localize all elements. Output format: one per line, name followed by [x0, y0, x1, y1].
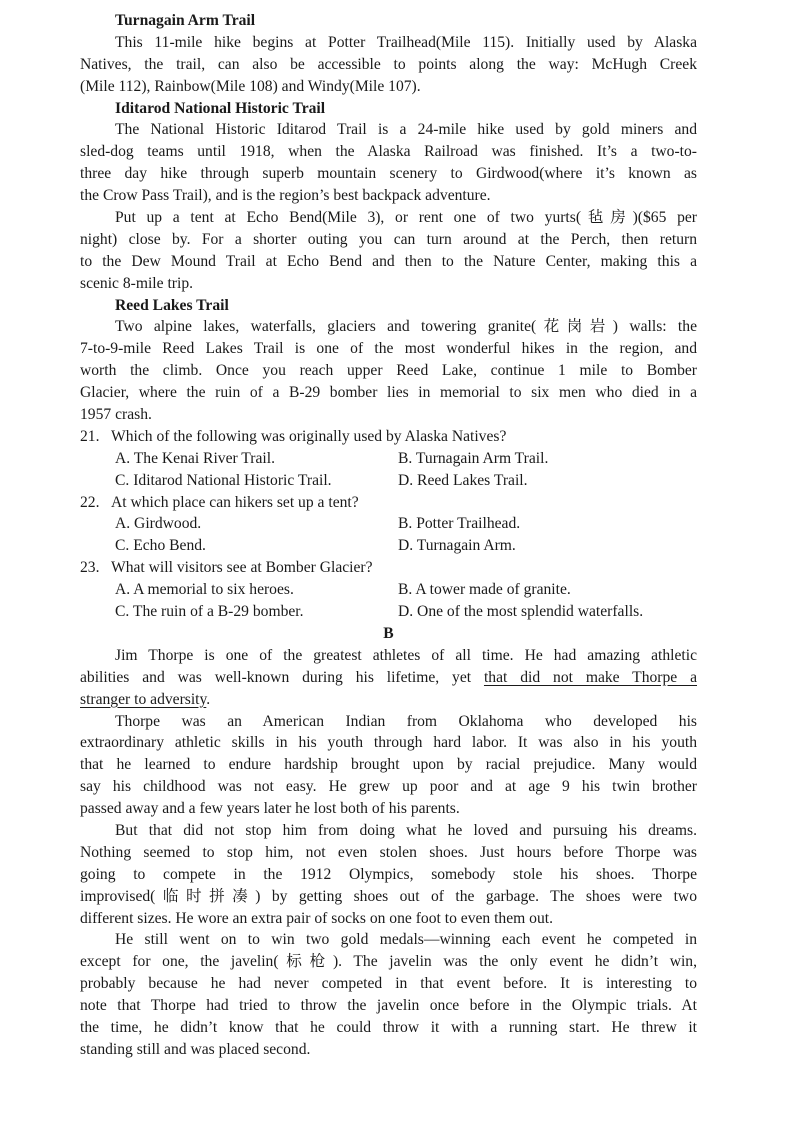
paragraph-line: say his childhood was not easy. He grew up poor and at age 9 his twin brother — [80, 778, 697, 796]
paragraph-line: standing still and was placed second. — [80, 1040, 311, 1058]
paragraph-line: (Mile 112), Rainbow(Mile 108) and Windy(Mile 107). — [80, 77, 421, 95]
text-segment: abilities and was well-known during his lifetime, yet — [80, 668, 484, 686]
answer-option: B. Turnagain Arm Trail. — [398, 449, 549, 467]
question-stem — [80, 426, 697, 448]
answer-option: C. Iditarod National Historic Trail. — [115, 471, 332, 489]
options-row — [80, 535, 697, 557]
question — [80, 426, 697, 492]
question-text: At which place can hikers set up a tent? — [111, 493, 359, 511]
question-number: 21. — [80, 427, 100, 445]
answer-option: B. A tower made of granite. — [398, 581, 571, 599]
paragraph — [80, 820, 697, 929]
paragraph-line: Thorpe was an American Indian from Oklahoma who developed his — [115, 712, 697, 730]
paragraph — [80, 711, 697, 820]
paragraph — [80, 929, 697, 1060]
options-row — [80, 579, 697, 601]
underlined-text: that did not make Thorpe a — [483, 668, 697, 686]
document-page — [80, 10, 697, 1061]
answer-option: C. Echo Bend. — [115, 537, 206, 555]
section-heading: Reed Lakes Trail — [115, 296, 229, 314]
options-row — [80, 470, 697, 492]
question — [80, 492, 697, 558]
paragraph-line: Nothing seemed to stop him, not even stolen shoes. Just hours before Thorpe was — [80, 843, 697, 861]
paragraph — [80, 645, 697, 711]
paragraph — [80, 316, 697, 425]
question-stem — [80, 492, 697, 514]
section-heading: Turnagain Arm Trail — [115, 12, 256, 29]
underlined-text: stranger to adversity — [80, 690, 207, 708]
paragraph-line: improvised(临时拼凑) by getting shoes out of the garbage. The shoes were two — [80, 887, 697, 905]
text-segment: . — [206, 690, 211, 708]
question-number: 23. — [80, 559, 100, 577]
paragraph-line: He still went on to win two gold medals—winning each event he competed in — [115, 931, 697, 949]
answer-option: D. One of the most splendid waterfalls. — [398, 603, 644, 621]
paragraph-line: 1957 crash. — [80, 406, 152, 424]
options-row — [80, 513, 697, 535]
question-text: Which of the following was originally used by Alaska Natives? — [111, 427, 507, 445]
answer-option: A. Girdwood. — [115, 515, 202, 533]
answer-option: D. Reed Lakes Trail. — [398, 471, 528, 489]
paragraph-line: 7-to-9-mile Reed Lakes Trail is one of the most wonderful hikes in the region, and — [80, 340, 697, 358]
paragraph-line: except for one, the javelin(标枪). The javelin was the only event he didn’t win, — [80, 953, 697, 971]
paragraph-line: night) close by. For a shorter outing you can turn around at the Perch, then return — [80, 230, 697, 248]
paragraph-line: going to compete in the 1912 Olympics, somebody stole his shoes. Thorpe — [80, 865, 697, 883]
paragraph-line: Glacier, where the ruin of a B-29 bomber lies in memorial to six men who died in a — [80, 384, 697, 402]
paragraph-line: three day hike through superb mountain scenery to Girdwood(where it’s known as — [80, 165, 697, 183]
paragraph-line: scenic 8-mile trip. — [80, 274, 194, 292]
paragraph-line: Put up a tent at Echo Bend(Mile 3), or rent one of two yurts(毡房)($65 per — [115, 209, 697, 227]
paragraph-line: different sizes. He wore an extra pair of socks on one foot to even them out. — [80, 909, 554, 927]
paragraph-line: This 11-mile hike begins at Potter Trailhead(Mile 115). Initially used by Alaska — [115, 33, 697, 51]
options-row — [80, 448, 697, 470]
paragraph-line: to the Dew Mound Trail at Echo Bend and then to the Nature Center, making this a — [80, 252, 697, 270]
question-stem — [80, 557, 697, 579]
section-heading: Iditarod National Historic Trail — [115, 99, 326, 117]
paragraph-line: passed away and a few years later he lost both of his parents. — [80, 800, 460, 818]
answer-option: D. Turnagain Arm. — [398, 537, 516, 555]
paragraph-line: Two alpine lakes, waterfalls, glaciers and towering granite(花岗岩) walls: the — [115, 318, 697, 336]
paragraph-line: extraordinary athletic skills in his youth through hard labor. It was also in his youth — [80, 734, 697, 752]
paragraph-line: The National Historic Iditarod Trail is a 24-mile hike used by gold miners and — [115, 121, 697, 139]
paragraph — [80, 32, 697, 98]
paragraph-line — [80, 667, 697, 689]
question — [80, 557, 697, 623]
paragraph-line: the Crow Pass Trail), and is the region’s best backpack adventure. — [80, 187, 491, 205]
paragraph-line: that he learned to endure hardship brought upon by racial prejudice. Many would — [80, 756, 697, 774]
paragraph-line: probably because he had never competed in that event before. It is interesting to — [80, 975, 697, 993]
question-text: What will visitors see at Bomber Glacier? — [111, 559, 373, 577]
question-number: 22. — [80, 493, 100, 511]
answer-option: C. The ruin of a B-29 bomber. — [115, 603, 304, 621]
paragraph-line: But that did not stop him from doing what he loved and pursuing his dreams. — [115, 821, 697, 839]
paragraph-line: worth the climb. Once you reach upper Reed Lake, continue 1 mile to Bomber — [80, 362, 697, 380]
passage-label: B — [383, 624, 394, 642]
answer-option: A. The Kenai River Trail. — [115, 449, 275, 467]
answer-option: A. A memorial to six heroes. — [115, 581, 294, 599]
paragraph-line: Natives, the trail, can also be accessible to points along the way: McHugh Creek — [80, 55, 697, 73]
paragraph-line: the time, he didn’t know that he could throw it with a running start. He threw it — [80, 1018, 697, 1036]
answer-option: B. Potter Trailhead. — [398, 515, 521, 533]
paragraph-line: Jim Thorpe is one of the greatest athletes of all time. He had amazing athletic — [115, 646, 697, 664]
options-row — [80, 601, 697, 623]
paragraph-line — [80, 689, 697, 711]
paragraph — [80, 119, 697, 207]
paragraph-line: note that Thorpe had tried to throw the javelin once before in the Olympic trials. At — [80, 997, 697, 1015]
paragraph-line: sled-dog teams until 1918, when the Alaska Railroad was finished. It’s a two-to- — [80, 143, 697, 161]
paragraph — [80, 207, 697, 295]
